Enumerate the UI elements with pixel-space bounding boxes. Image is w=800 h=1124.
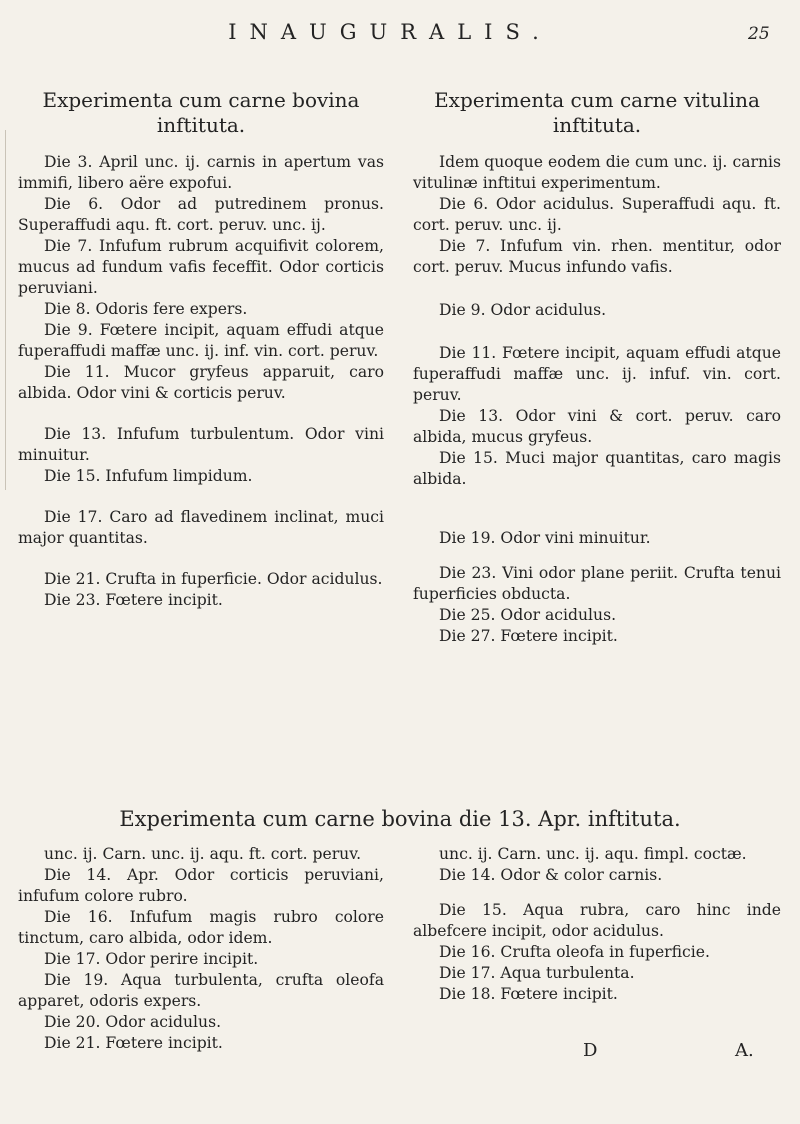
page-number: 25 [748,24,770,44]
log-entry: Die 19. Odor vini minuitur. [439,529,651,547]
log-entry: Die 15. Aqua rubra, caro hinc inde albefcere incipit, odor acidulus. [413,901,781,940]
section1-right-heading [413,88,781,138]
log-entry: Die 15. Muci major quantitas, caro magis albida. [413,449,781,488]
heading-line: Experimenta cum carne vitulina [434,88,760,112]
log-entry: Die 17. Aqua turbulenta. [439,964,635,982]
log-entry: unc. ij. Carn. unc. ij. aqu. fimpl. coctæ. [439,845,747,863]
log-entry: Die 6. Odor ad putredinem pronus. Superaffudi aqu. ft. cort. peruv. unc. ij. [18,195,384,234]
log-entry: Die 27. Fœtere incipit. [439,627,618,645]
log-entry: Die 20. Odor acidulus. [44,1013,222,1031]
section1-right-column [413,88,781,647]
log-entry: Die 9. Odor acidulus. [439,301,607,319]
heading-line: inftituta. [156,113,246,137]
margin-shadow [5,130,6,490]
log-entry: Die 11. Mucor gryfeus apparuit, caro albida. Odor vini & corticis peruv. [18,363,384,402]
section2-right-column [413,844,781,1005]
log-entry: Die 19. Aqua turbulenta, crufta oleofa apparet, odoris expers. [18,971,384,1010]
log-entry: Die 13. Infufum turbulentum. Odor vini minuitur. [18,425,384,464]
heading-line: inftituta. [552,113,642,137]
section2-heading: Experimenta cum carne bovina die 13. Apr. inftituta. [119,807,681,831]
log-entry: Die 14. Apr. Odor corticis peruviani, infufum colore rubro. [18,866,384,905]
log-entry: Die 25. Odor acidulus. [439,606,617,624]
log-entry: Idem quoque eodem die cum unc. ij. carnis vitulinæ inftitui experimentum. [413,153,781,192]
log-entry: Die 23. Fœtere incipit. [44,591,223,609]
log-entry: Die 16. Crufta oleofa in fuperficie. [439,943,710,961]
log-entry: Die 16. Infufum magis rubro colore tinctum, caro albida, odor idem. [18,908,384,947]
signature-mark: D [583,1040,598,1061]
log-entry: Die 21. Crufta in fuperficie. Odor acidulus. [44,570,383,588]
log-entry: Die 17. Caro ad flavedinem inclinat, muci major quantitas. [18,508,384,547]
heading-line: Experimenta cum carne bovina [42,88,360,112]
running-head: INAUGURALIS. [228,20,552,44]
log-entry: Die 3. April unc. ij. carnis in apertum vas immifi, libero aëre expofui. [18,153,384,192]
section1-left-heading [18,88,384,138]
log-entry: Die 18. Fœtere incipit. [439,985,618,1003]
log-entry: Die 21. Fœtere incipit. [44,1034,223,1052]
log-entry: Die 17. Odor perire incipit. [44,950,259,968]
log-entry: Die 6. Odor acidulus. Superaffudi aqu. ft. cort. peruv. unc. ij. [413,195,781,234]
log-entry: Die 23. Vini odor plane periit. Crufta tenui fuperficies obducta. [413,564,781,603]
log-entry: unc. ij. Carn. unc. ij. aqu. ft. cort. peruv. [44,845,362,863]
section2-left-column [18,844,384,1054]
log-entry: Die 8. Odoris fere expers. [44,300,248,318]
log-entry: Die 15. Infufum limpidum. [44,467,253,485]
log-entry: Die 7. Infufum rubrum acquifivit colorem, mucus ad fundum vafis feceffit. Odor corticis peruviani. [18,237,384,297]
log-entry: Die 11. Fœtere incipit, aquam effudi atque fuperaffudi maffæ unc. ij. infuf. vin. cort. peruv. [413,344,781,404]
catchword: A. [735,1040,754,1061]
log-entry: Die 7. Infufum vin. rhen. mentitur, odor cort. peruv. Mucus infundo vafis. [413,237,781,276]
log-entry: Die 9. Fœtere incipit, aquam effudi atque fuperaffudi maffæ unc. ij. inf. vin. cort. peruv. [18,321,384,360]
log-entry: Die 13. Odor vini & cort. peruv. caro albida, mucus gryfeus. [413,407,781,446]
log-entry: Die 14. Odor & color carnis. [439,866,663,884]
section1-left-column [18,88,384,611]
